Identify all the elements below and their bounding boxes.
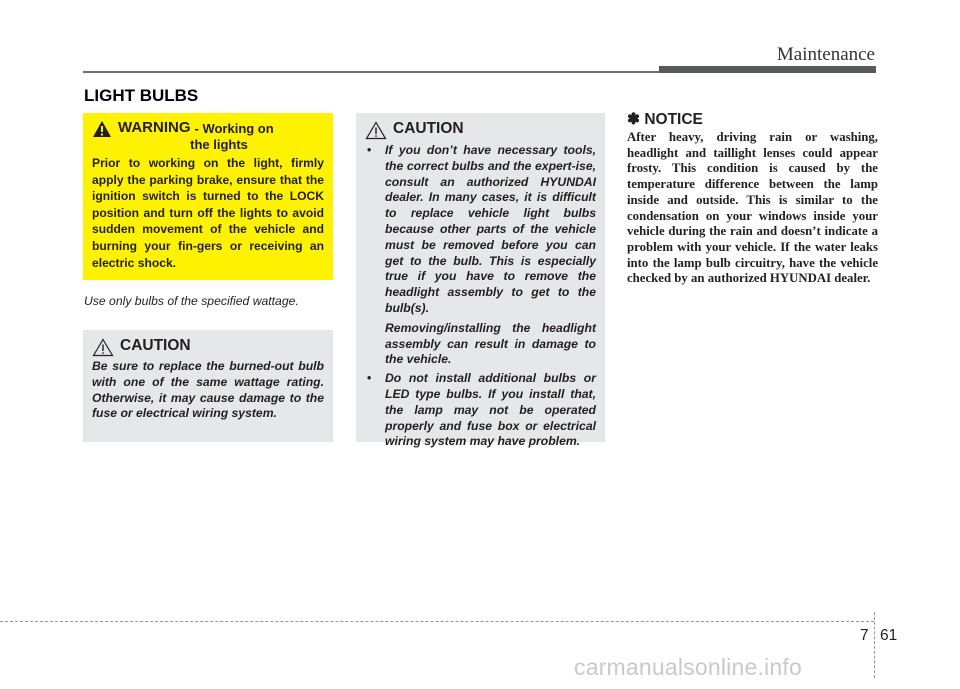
caution-triangle-icon	[92, 338, 114, 357]
warning-subtitle-line2: the lights	[190, 137, 248, 152]
caution-triangle-icon	[365, 121, 387, 140]
header-rule-thick	[659, 66, 876, 73]
list-item-continuation: Removing/installing the headlight assembly can result in damage to the vehicle.	[385, 320, 596, 367]
bullet: •	[367, 143, 372, 157]
page-heading: LIGHT BULBS	[84, 86, 199, 105]
warning-header	[92, 119, 324, 138]
warning-box	[83, 113, 333, 280]
caution-title: CAUTION	[393, 120, 464, 137]
caution-header	[92, 337, 324, 357]
caution-header	[365, 120, 596, 140]
warning-triangle-icon	[92, 120, 112, 138]
wattage-note: Use only bulbs of the specified wattage.	[84, 294, 299, 308]
list-item-text: Do not install additional bulbs or LED type bulbs. If you install that, the lamp may not be operated properly and fuse box or electrical wiring system may have problem.	[385, 371, 596, 449]
notice-header	[627, 110, 703, 129]
caution-box-left	[83, 330, 333, 442]
page-number: 61	[880, 627, 898, 644]
caution-body: Be sure to replace the burned-out bulb with one of the same wattage rating. Otherwise, it may cause damage to the fuse or electrical wiring system.	[92, 359, 324, 421]
notice-symbol-icon: ✽	[627, 111, 640, 128]
footer-rule	[0, 621, 874, 622]
header-rule-thin	[83, 71, 660, 73]
caution-box-middle	[356, 113, 605, 449]
warning-title: WARNING	[118, 119, 191, 136]
notice-body: After heavy, driving rain or washing, headlight and taillight lenses could appear frosty. This condition is caused by the temperature difference between the lamp inside and outside. This is similar to the condensation on your windows inside your vehicle during the rain and doesn’t indicate a problem with your vehicle. If the water leaks into the lamp bulb circuitry, have the vehicle checked by an authorized HYUNDAI dealer.	[627, 130, 878, 286]
warning-subtitle: - Working on	[194, 121, 274, 136]
notice-title: NOTICE	[644, 111, 703, 128]
list-item	[365, 143, 596, 368]
section-title: Maintenance	[776, 44, 875, 65]
bullet: •	[367, 371, 372, 386]
list-item	[365, 371, 596, 450]
caution-title: CAUTION	[120, 337, 191, 354]
footer-divider	[874, 612, 875, 678]
warning-body: Prior to working on the light, firmly apply the parking brake, ensure that the ignition switch is turned to the LOCK position and turn off the lights to avoid sudden movement of the vehicle and burning your fin-gers or receiving an electric shock.	[92, 156, 324, 270]
list-item-text: If you don’t have necessary tools, the correct bulbs and the expert-ise, consult an authorized HYUNDAI dealer. In many cases, it is difficult to replace vehicle light bulbs because other parts of the vehicle must be removed before you can get to the bulb. This is especially true if you have to remove the headlight assembly to get to the bulb(s).	[385, 143, 596, 315]
caution-list	[365, 143, 596, 450]
watermark: carmanualsonline.info	[574, 654, 802, 680]
chapter-number: 7	[860, 627, 869, 644]
